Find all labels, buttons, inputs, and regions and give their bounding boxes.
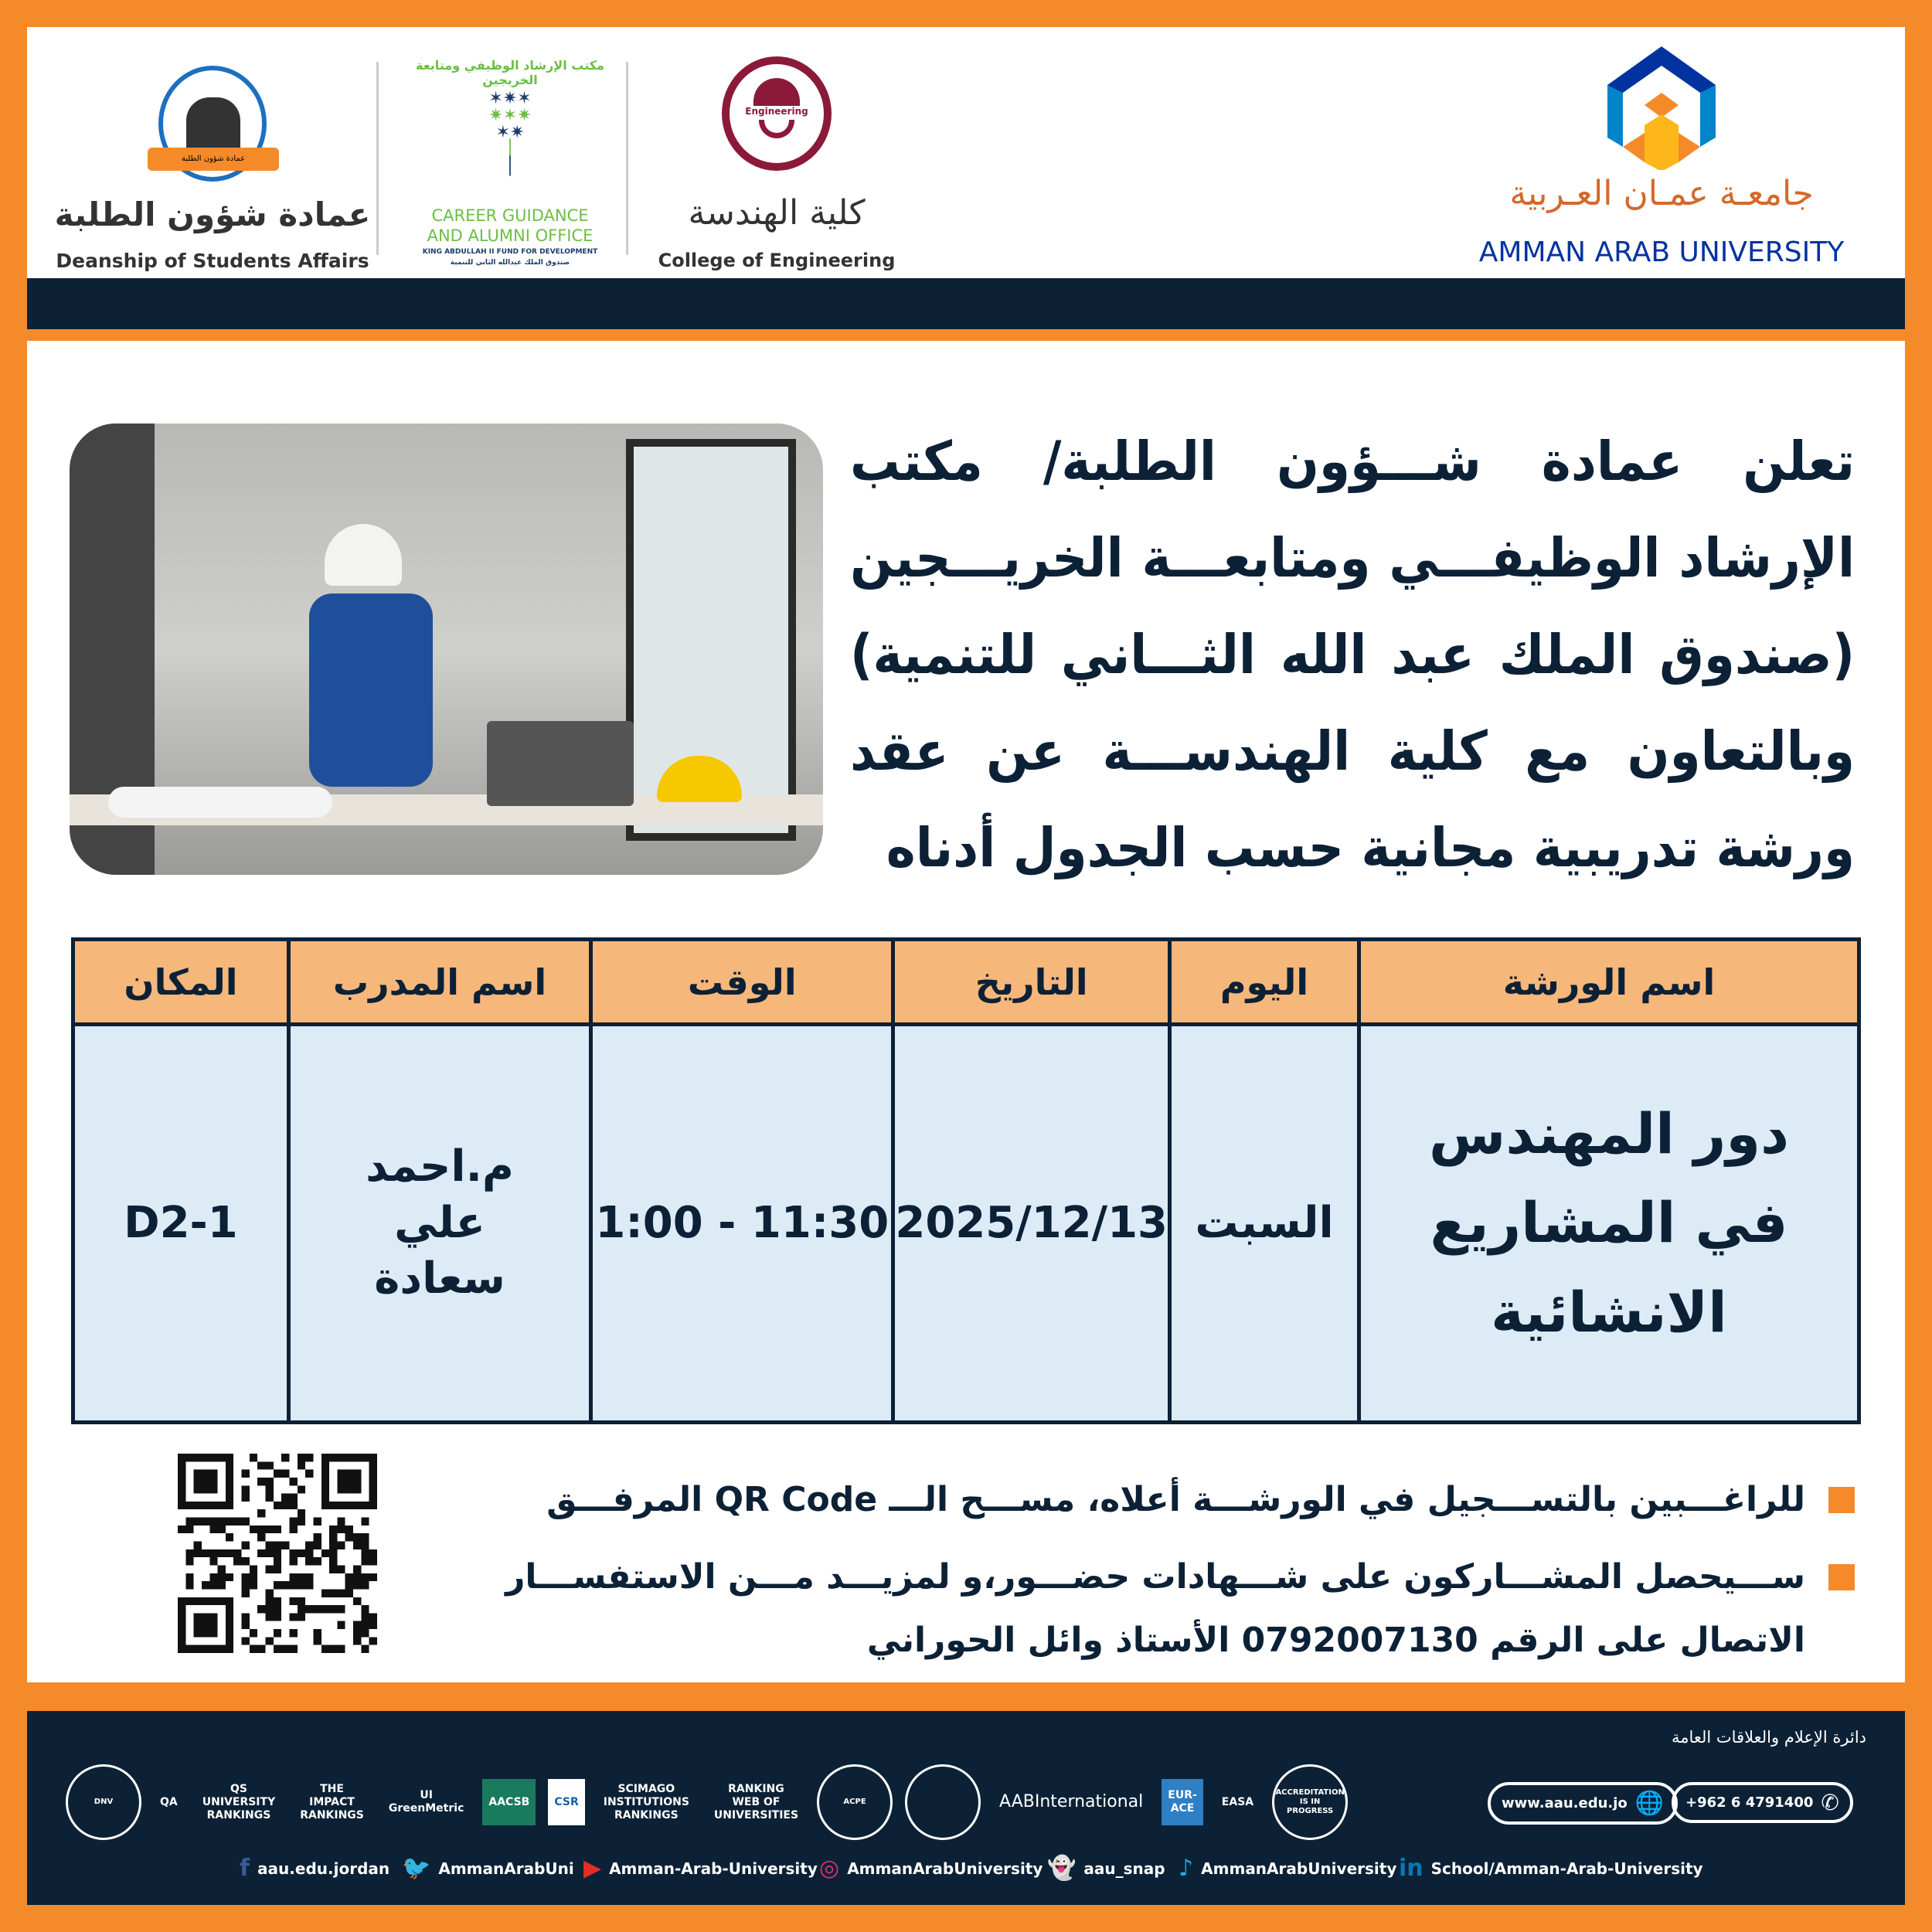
social-link[interactable] (1399, 1855, 1703, 1882)
instagram-icon: ◎ (819, 1855, 840, 1882)
social-link[interactable] (1179, 1855, 1396, 1882)
bullet-square-icon (1828, 1487, 1855, 1513)
social-label: School/Amman-Arab-University (1430, 1859, 1703, 1878)
announcement-text: تعلن عمادة شـــؤون الطلبة/ مكتب الإرشاد الوظيفـــي ومتابعـــة الخريـــجين (صندوق الملك عبد الله الثـــاني للتنمية) وبالتعاون مع كلية الهندســـة عن عقد ورشة تدريبية مجانية حسب الجدول أدناه (850, 430, 1855, 879)
note-certificates: ســـيحصل المشـــاركون على شـــهادات حضـــور،و لمزيـــد مـــن الاستفســـار الاتصال على الرقم 0792007130 الأستاذ وائل الحوراني (505, 1557, 1805, 1660)
university-english-name: AMMAN ARAB UNIVERSITY (1478, 236, 1845, 268)
deanship-badge-text: عمادة شؤون الطلبة (148, 148, 279, 171)
accreditation-logo: THE IMPACT RANKINGS (300, 1782, 364, 1821)
website-text: www.aau.edu.jo (1502, 1795, 1628, 1811)
twitter-icon: 🐦 (402, 1855, 431, 1882)
engineer-photo (70, 423, 823, 875)
website-link[interactable] (1488, 1782, 1678, 1825)
career-line1: CAREER GUIDANCE (431, 206, 589, 225)
university-arabic-name: جامعـة عمـان العـربية (1509, 174, 1814, 213)
header-day: اليوم (1170, 940, 1359, 1025)
social-label: AmmanArabUniversity (1201, 1859, 1397, 1878)
accreditation-logo (905, 1764, 981, 1840)
workshop-schedule-table (71, 937, 1861, 1424)
cell-time: 1:00 - 11:30 (591, 1025, 893, 1423)
orange-divider (27, 329, 1905, 341)
engineering-english-name: College of Engineering (658, 250, 896, 271)
phone-link[interactable] (1672, 1782, 1853, 1823)
deanship-arabic-name: عمادة شؤون الطلبة (54, 196, 371, 233)
university-emblem-icon (1607, 46, 1716, 170)
engineering-helmet-gear-icon (722, 56, 832, 171)
accreditation-logo: ACPE (817, 1764, 893, 1840)
career-line3: KING ABDULLAH II FUND FOR DEVELOPMENT (422, 248, 598, 256)
social-link[interactable] (819, 1855, 1043, 1882)
social-label: AmmanArabUni (438, 1859, 574, 1878)
engineering-logo (645, 50, 908, 282)
social-link[interactable] (402, 1855, 574, 1882)
cell-date: 2025/12/13 (893, 1025, 1170, 1423)
social-label: aau_snap (1083, 1859, 1165, 1878)
deanship-english-name: Deanship of Students Affairs (56, 250, 369, 272)
accreditation-logo: EUR-ACE (1162, 1779, 1203, 1825)
note-item (386, 1546, 1855, 1672)
accreditation-logo: AABInternational (999, 1792, 1144, 1811)
tiktok-icon: ♪ (1179, 1855, 1194, 1882)
social-label: AmmanArabUniversity (847, 1859, 1043, 1878)
notes-list (386, 1468, 1855, 1686)
accreditation-logo: UI GreenMetric (388, 1789, 464, 1815)
star-tree-icon: ✶✷✶ ✷✶✷ ✶✷ │ │ (488, 89, 532, 176)
accreditation-logo: EASA (1221, 1795, 1254, 1808)
cell-workshop-name: دور المهندس في المشاريع الانشائية (1359, 1025, 1859, 1423)
globe-icon: 🌐 (1634, 1790, 1665, 1817)
header (27, 27, 1905, 278)
phone-text: +962 6 4791400 (1685, 1794, 1814, 1811)
note-item (386, 1468, 1855, 1532)
facebook-icon: f (240, 1855, 250, 1882)
deanship-logo (50, 50, 375, 282)
social-link[interactable] (583, 1855, 818, 1882)
accreditation-logo: CSR (548, 1779, 584, 1825)
social-link[interactable] (1047, 1855, 1165, 1882)
career-arabic-name: مكتب الإرشاد الوظيفي ومتابعة الخريجين (416, 58, 604, 87)
header-date: التاريخ (893, 940, 1170, 1025)
engineering-arabic-name: كلية الهندسة (688, 193, 866, 233)
youtube-icon: ▶ (583, 1855, 602, 1882)
accreditation-logo: QA (160, 1795, 178, 1808)
header-time: الوقت (591, 940, 893, 1025)
divider (626, 62, 628, 255)
social-label: Amman-Arab-University (609, 1859, 818, 1878)
department-name: دائرة الإعلام والعلاقات العامة (1671, 1728, 1866, 1747)
bullet-square-icon (1828, 1564, 1855, 1590)
social-link[interactable] (240, 1855, 389, 1882)
university-logo (1457, 46, 1866, 278)
social-label: aau.edu.jordan (257, 1859, 390, 1878)
career-office-logo (406, 58, 614, 282)
announcement-block (850, 413, 1855, 908)
note-registration: للراغـــبين بالتســـجيل في الورشـــة أعلاه، مســـح الـــ QR Code المرفـــق (546, 1480, 1805, 1519)
accreditation-logo: QS UNIVERSITY RANKINGS (202, 1782, 276, 1821)
registration-qr-code[interactable] (178, 1453, 377, 1654)
engineering-badge-text: Engineering (745, 106, 808, 117)
table-header-row (73, 940, 1859, 1025)
divider (376, 62, 379, 255)
cell-day: السبت (1170, 1025, 1359, 1423)
accreditation-logo: DNV (66, 1764, 141, 1840)
career-line2: AND ALUMNI OFFICE (427, 226, 594, 245)
snapchat-icon: 👻 (1047, 1855, 1077, 1882)
header-workshop-name: اسم الورشة (1359, 940, 1859, 1025)
career-line4: صندوق الملك عبدالله الثاني للتنمية (450, 259, 570, 267)
accreditation-logo: AACSB (482, 1779, 536, 1825)
accreditation-logos (66, 1760, 1348, 1844)
table-row (73, 1025, 1859, 1423)
cell-trainer: م.احمد علي سعادة (288, 1025, 590, 1423)
phone-icon: ✆ (1821, 1790, 1839, 1815)
header-band (27, 278, 1905, 329)
accreditation-logo: ACCREDITATION IS IN PROGRESS (1272, 1764, 1348, 1840)
linkedin-icon: in (1399, 1855, 1423, 1882)
header-trainer: اسم المدرب (288, 940, 590, 1025)
graduates-emblem-icon (158, 66, 267, 182)
accreditation-logo: SCIMAGO INSTITUTIONS RANKINGS (603, 1782, 689, 1821)
accreditation-logo: RANKING WEB OF UNIVERSITIES (713, 1782, 799, 1821)
header-location: المكان (73, 940, 289, 1025)
footer (27, 1711, 1905, 1905)
cell-location: D2-1 (73, 1025, 289, 1423)
